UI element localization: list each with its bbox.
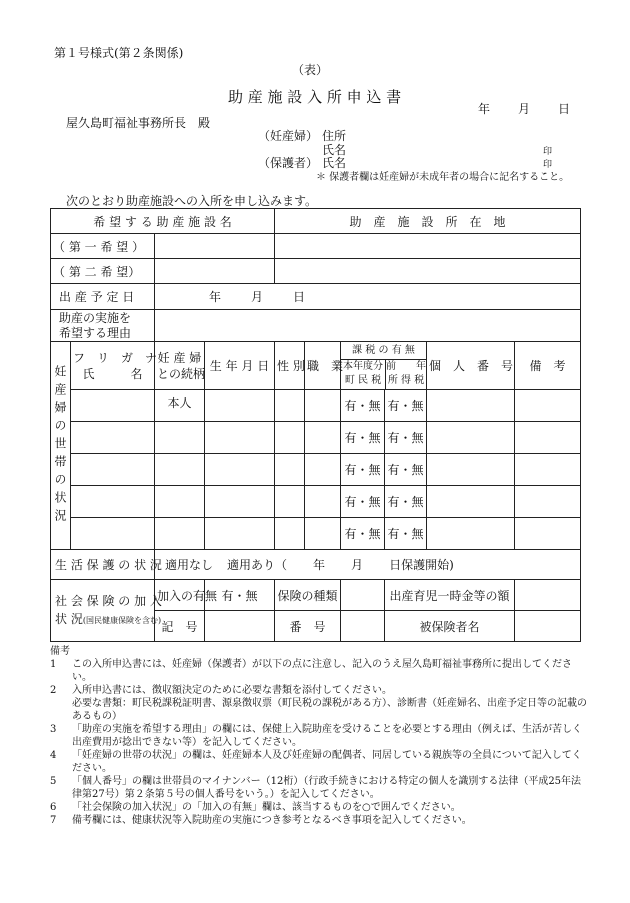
table-row bbox=[51, 422, 581, 454]
ins-type-label: 保険の種類 bbox=[275, 580, 341, 611]
welfare-month-label: 月 bbox=[351, 558, 364, 572]
tax-municipal-header bbox=[341, 360, 386, 389]
municipal-tax-yes-no[interactable]: 有・無 bbox=[341, 486, 385, 518]
remarks-field[interactable] bbox=[515, 486, 581, 518]
table-row bbox=[51, 486, 581, 518]
member-name-field[interactable] bbox=[71, 454, 155, 486]
income-tax-yes-no[interactable]: 有・無 bbox=[385, 390, 427, 422]
name-label: 氏名 bbox=[322, 143, 347, 157]
occupation-field[interactable] bbox=[305, 454, 341, 486]
welfare-label: 生 活 保 護 の 状 況 bbox=[51, 550, 155, 580]
address-label: 住所 bbox=[322, 129, 347, 143]
insurance-label-note: (国民健康保険を含む) bbox=[82, 615, 162, 625]
seal-mark: 印 bbox=[543, 147, 553, 157]
insurance-label bbox=[51, 580, 162, 642]
note-number: 6 bbox=[50, 802, 57, 813]
remarks-field[interactable] bbox=[515, 518, 581, 550]
ins-enrolled-yes-no[interactable]: 有・無 bbox=[205, 580, 275, 611]
due-date-field[interactable] bbox=[155, 284, 581, 310]
birthdate-column-header: 生 年 月 日 bbox=[205, 342, 275, 390]
birthdate-field[interactable] bbox=[205, 518, 275, 550]
guardian-label: （保護者） bbox=[258, 156, 319, 170]
reason-label-line1: 助産の実施を bbox=[59, 310, 132, 325]
note-number: 4 bbox=[50, 750, 57, 761]
note-text: 「個人番号」の欄は世帯員のマイナンバー（12桁）（行政手続きにおける特定の個人を識別する法律（平成25年法律第27号）第２条第５号の個人番号をいう。）を記入してください。 bbox=[72, 776, 582, 800]
note-item bbox=[50, 697, 590, 723]
note-text: 必要な書類：町民税課税証明書、源泉徴収票（町民税の課税がある方）、診断書（妊産婦名、出産予定日等の記載のあるもの） bbox=[72, 698, 587, 722]
note-item bbox=[50, 658, 590, 684]
birthdate-field[interactable] bbox=[205, 486, 275, 518]
relation-field[interactable] bbox=[155, 422, 205, 454]
municipal-tax-yes-no[interactable]: 有・無 bbox=[341, 518, 385, 550]
ins-symbol-label: 記 号 bbox=[155, 611, 205, 642]
member-name-field[interactable] bbox=[71, 518, 155, 550]
relation-header-line2: との続柄 bbox=[157, 366, 206, 381]
municipal-tax-yes-no[interactable]: 有・無 bbox=[341, 454, 385, 486]
tax-municipal-line1: 本年度分 bbox=[343, 361, 384, 372]
second-choice-name-field[interactable] bbox=[155, 259, 275, 284]
relation-field[interactable] bbox=[155, 486, 205, 518]
note-item bbox=[50, 801, 590, 814]
ins-enrolled-label: 加入の有無 bbox=[155, 580, 205, 611]
name-header: 氏 名 bbox=[82, 366, 143, 381]
note-text: 「助産の実施を希望する理由」の欄には、保健上入院助産を受けることを必要とする理由（例えば、生活が苦しく出産費用が捻出できない等）を記入してください。 bbox=[72, 724, 582, 748]
table-row bbox=[51, 390, 581, 422]
member-name-field[interactable] bbox=[71, 390, 155, 422]
relation-self: 本人 bbox=[155, 390, 205, 422]
birthdate-field[interactable] bbox=[205, 390, 275, 422]
second-choice-label: （ 第 二 希 望） bbox=[51, 259, 155, 284]
remarks-column-header: 備 考 bbox=[515, 342, 581, 390]
tax-header: 課 税 の 有 無 bbox=[341, 342, 426, 360]
sex-field[interactable] bbox=[275, 454, 305, 486]
facility-name-header: 希 望 す る 助 産 施 設 名 bbox=[51, 209, 275, 234]
ins-number-label: 番 号 bbox=[275, 611, 341, 642]
furigana-header: フ リ ガ ナ bbox=[73, 350, 158, 365]
sex-field[interactable] bbox=[275, 422, 305, 454]
remarks-field[interactable] bbox=[515, 422, 581, 454]
first-choice-name-field[interactable] bbox=[155, 234, 275, 259]
occupation-field[interactable] bbox=[305, 518, 341, 550]
mynumber-field[interactable] bbox=[427, 454, 515, 486]
form-side: （表） bbox=[292, 63, 329, 77]
note-item bbox=[50, 723, 590, 749]
ins-type-field[interactable] bbox=[341, 580, 385, 611]
date-month-label: 月 bbox=[518, 102, 531, 116]
mynumber-field[interactable] bbox=[427, 486, 515, 518]
member-name-field[interactable] bbox=[71, 486, 155, 518]
note-text: この入所申込書には、妊産婦（保護者）が以下の点に注意し、記入のうえ屋久島町福祉事務所に提出してください。 bbox=[72, 659, 572, 683]
notes-heading: 備考 bbox=[50, 646, 70, 657]
birthdate-field[interactable] bbox=[205, 422, 275, 454]
occupation-field[interactable] bbox=[305, 422, 341, 454]
mynumber-field[interactable] bbox=[427, 390, 515, 422]
tax-income-line1: 前 年 bbox=[386, 361, 427, 372]
tax-column-header bbox=[341, 342, 427, 390]
note-number: 2 bbox=[50, 685, 57, 696]
ins-lump-sum-field[interactable] bbox=[515, 580, 581, 611]
form-number: 第１号様式(第２条関係) bbox=[54, 46, 184, 60]
birthdate-field[interactable] bbox=[205, 454, 275, 486]
sex-field[interactable] bbox=[275, 486, 305, 518]
municipal-tax-yes-no[interactable]: 有・無 bbox=[341, 422, 385, 454]
welfare-start-label: 日保護開始) bbox=[389, 558, 454, 572]
table-row bbox=[51, 518, 581, 550]
income-tax-yes-no[interactable]: 有・無 bbox=[385, 422, 427, 454]
page-title: 助 産 施 設 入 所 申 込 書 bbox=[228, 88, 402, 106]
note-item bbox=[50, 775, 590, 801]
reason-field[interactable] bbox=[155, 310, 581, 342]
occupation-field[interactable] bbox=[305, 486, 341, 518]
first-choice-label: （ 第 一 希 望 ） bbox=[51, 234, 155, 259]
facility-location-header: 助 産 施 設 所 在 地 bbox=[275, 209, 581, 234]
name-column-header bbox=[71, 342, 158, 390]
pregnant-label: （妊産婦） bbox=[258, 129, 319, 143]
income-tax-yes-no[interactable]: 有・無 bbox=[385, 518, 427, 550]
welfare-year-label: 年 bbox=[313, 558, 326, 572]
household-label-text: 妊産婦の世帯の状況 bbox=[53, 364, 67, 527]
income-tax-yes-no[interactable]: 有・無 bbox=[385, 454, 427, 486]
remarks-field[interactable] bbox=[515, 454, 581, 486]
welfare-none-option[interactable]: 適用なし bbox=[165, 558, 214, 572]
notes-list bbox=[50, 658, 590, 827]
table-row bbox=[51, 454, 581, 486]
remarks-field[interactable] bbox=[515, 390, 581, 422]
addressee: 屋久島町福祉事務所長 殿 bbox=[66, 116, 211, 130]
municipal-tax-yes-no[interactable]: 有・無 bbox=[341, 390, 385, 422]
due-year-label: 年 bbox=[209, 290, 222, 304]
due-month-label: 月 bbox=[251, 290, 264, 304]
mynumber-field[interactable] bbox=[427, 422, 515, 454]
guardian-name-label: 氏名 bbox=[322, 156, 347, 170]
note-number: 7 bbox=[50, 815, 57, 826]
second-choice-location-field[interactable] bbox=[275, 259, 581, 284]
occupation-column-header: 職 業 bbox=[305, 342, 341, 390]
notes-section bbox=[50, 645, 590, 827]
note-text: 備考欄には、健康状況等入院助産の実施につき参考となるべき事項を記入してください。 bbox=[72, 815, 472, 826]
reason-label bbox=[51, 310, 155, 342]
member-name-field[interactable] bbox=[71, 422, 155, 454]
reason-label-line2: 希望する理由 bbox=[59, 325, 132, 340]
note-number: 1 bbox=[50, 659, 57, 670]
income-tax-yes-no[interactable]: 有・無 bbox=[385, 486, 427, 518]
ins-lump-sum-label: 出産育児一時金等の額 bbox=[385, 580, 515, 611]
due-date-label: 出 産 予 定 日 bbox=[51, 284, 155, 310]
sex-field[interactable] bbox=[275, 390, 305, 422]
insurance-label-line2: 状 況 bbox=[55, 611, 83, 626]
tax-income-header bbox=[386, 360, 426, 389]
household-label bbox=[51, 342, 71, 550]
note-text: 「妊産婦の世帯の状況」の欄は、妊産婦本人及び妊産婦の配偶者、同居している親族等の全員について記入してください。 bbox=[72, 750, 582, 774]
relation-field[interactable] bbox=[155, 454, 205, 486]
mynumber-field[interactable] bbox=[427, 518, 515, 550]
insurance-label-line1: 社 会 保 険 の 加 入 bbox=[55, 593, 162, 608]
welfare-field[interactable] bbox=[155, 550, 581, 580]
intro-text: 次のとおり助産施設への入所を申し込みます。 bbox=[66, 194, 318, 208]
note-item bbox=[50, 684, 590, 697]
tax-income-line2: 所 得 税 bbox=[387, 375, 425, 386]
sex-field[interactable] bbox=[275, 518, 305, 550]
relation-header-line1: 妊 産 婦 bbox=[157, 350, 202, 365]
application-table bbox=[50, 208, 581, 642]
occupation-field[interactable] bbox=[305, 390, 341, 422]
tax-municipal-line2: 町 民 税 bbox=[344, 375, 382, 386]
ins-symbol-field[interactable] bbox=[205, 611, 275, 642]
note-item bbox=[50, 814, 590, 827]
first-choice-location-field[interactable] bbox=[275, 234, 581, 259]
guardian-note: ＊ 保護者欄は妊産婦が未成年者の場合に記名すること。 bbox=[316, 172, 570, 183]
ins-insured-label: 被保険者名 bbox=[385, 611, 515, 642]
relation-column-header bbox=[155, 342, 205, 390]
date-day-label: 日 bbox=[558, 102, 571, 116]
guardian-seal-mark: 印 bbox=[543, 160, 553, 170]
date-year-label: 年 bbox=[478, 102, 491, 116]
due-day-label: 日 bbox=[293, 290, 306, 304]
ins-number-field[interactable] bbox=[341, 611, 385, 642]
note-text: 「社会保険の加入状況」の「加入の有無」欄は、該当するものを○で囲んでください。 bbox=[72, 802, 461, 813]
relation-field[interactable] bbox=[155, 518, 205, 550]
note-number: 5 bbox=[50, 776, 57, 787]
note-item bbox=[50, 749, 590, 775]
note-text: 入所申込書には、徴収額決定のために必要な書類を添付してください。 bbox=[72, 685, 392, 696]
sex-column-header: 性 別 bbox=[275, 342, 305, 390]
welfare-applied-option[interactable]: 適用あり（ bbox=[227, 558, 288, 572]
note-number: 3 bbox=[50, 724, 57, 735]
ins-insured-field[interactable] bbox=[515, 611, 581, 642]
mynumber-column-header: 個 人 番 号 bbox=[427, 342, 515, 390]
